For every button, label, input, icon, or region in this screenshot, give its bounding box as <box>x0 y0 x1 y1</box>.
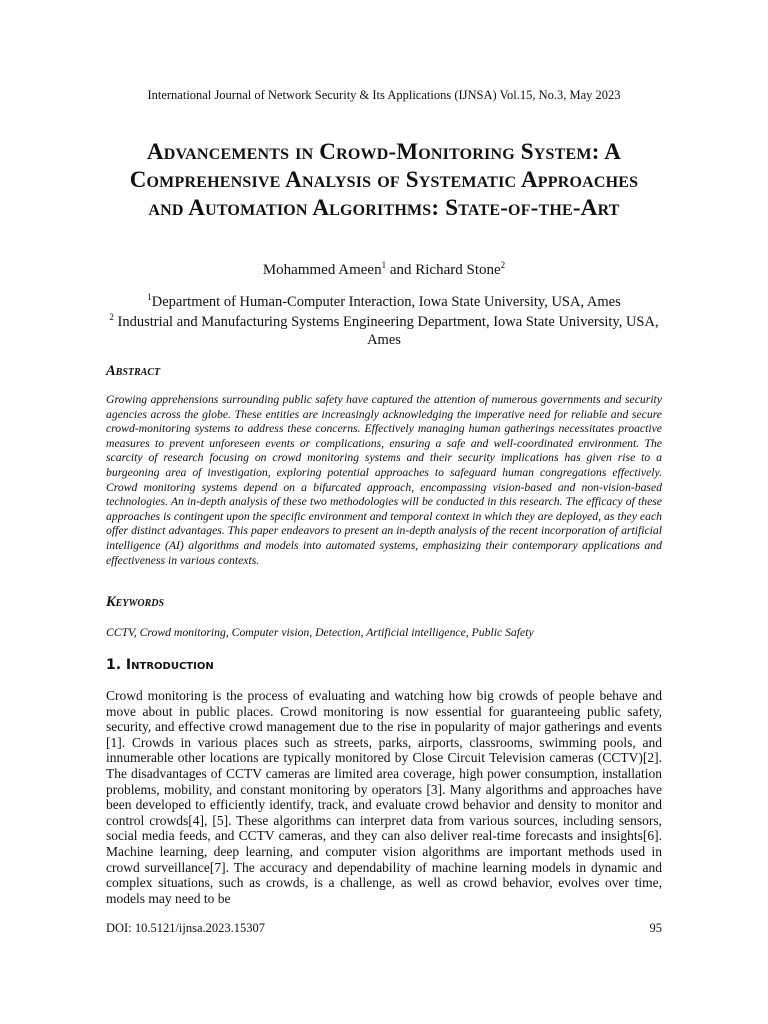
introduction-body: Crowd monitoring is the process of evaluating and watching how big crowds of people behave and move about in public places. Crowd monitoring is now essential for guaranteeing public safety, security, and effective crowd management due to the rise in popularity of major gatherings and events [1]. Crowds in various places such as streets, parks, airports, classrooms, swimming pools, and innumerable other locations are typically monitored by Close Circuit Television cameras (CCTV)[2]. The disadvantages of CCTV cameras are limited area coverage, high power consumption, installation problems, mobility, and constant monitoring by operators [3]. Many algorithms and approaches have been developed to efficiently identify, track, and evaluate crowd behavior and density to monitor and control crowds[4], [5]. These algorithms can interpret data from various sources, including sensors, social media feeds, and CCTV cameras, and they can also deliver real-time forecasts and insights[6]. Machine learning, deep learning, and computer vision algorithms are important methods used in crowd surveillance[7]. The accuracy and dependability of machine learning models in dynamic and complex situations, such as crowds, is a challenge, as well as crowd behavior, evolves over time, models may need to be <box>106 688 662 906</box>
affiliation-2 <box>100 313 668 349</box>
author-line <box>0 260 768 280</box>
abstract-body: Growing apprehensions surrounding public safety have captured the attention of numerous governments and security agencies across the globe. These entities are increasingly acknowledging the imperative need for reliable and secure crowd-monitoring systems to address these concerns. Effectively managing human gatherings necessitates proactive measures to prevent unforeseen events or complications, ensuring a safe and well-coordinated environment. The scarcity of research focusing on crowd monitoring systems and their security implications has given rise to a burgeoning area of investigation, exploring potential approaches to safeguard human congregations effectively. Crowd monitoring systems depend on a bifurcated approach, encompassing vision-based and non-vision-based technologies. An in-depth analysis of these two methodologies will be conducted in this research. The efficacy of these approaches is contingent upon the specific environment and temporal context in which they are deployed, as they each offer distinct advantages. This paper endeavors to present an in-depth analysis of the recent incorporation of artificial intelligence (AI) algorithms and models into automated systems, emphasizing their contemporary applications and effectiveness in various contexts. <box>106 393 662 567</box>
keywords-list: CCTV, Crowd monitoring, Computer vision, Detection, Artificial intelligence, Public Safety <box>106 626 534 639</box>
affiliation-1 <box>100 293 668 311</box>
page-number: 95 <box>649 921 662 935</box>
affiliation-1-mark: 1 <box>147 292 152 303</box>
doi-footer: DOI: 10.5121/ijnsa.2023.15307 <box>106 921 266 935</box>
author-conjunction: and <box>386 262 416 278</box>
author-2-affiliation-mark: 2 <box>500 260 506 270</box>
introduction-heading: 1. Introduction <box>106 657 214 673</box>
affiliation-2-mark: 2 <box>109 312 114 323</box>
keywords-heading: Keywords <box>106 594 165 610</box>
abstract-heading: Abstract <box>106 363 161 379</box>
author-name-2: Richard Stone <box>415 262 501 278</box>
journal-header: International Journal of Network Security & Its Applications (IJNSA) Vol.15, No.3, May 2023 <box>147 88 621 102</box>
author-1-affiliation-mark: 1 <box>381 260 387 270</box>
paper-title: Advancements in Crowd-Monitoring System: A Comprehensive Analysis of Systematic Approaches and Automation Algorithms: State-of-the-Art <box>129 139 639 220</box>
affiliation-2-text: Industrial and Manufacturing Systems Engineering Department, Iowa State University, USA, Ames <box>113 314 662 348</box>
author-name-1: Mohammed Ameen <box>262 262 382 278</box>
affiliation-1-text: Department of Human-Computer Interaction, Iowa State University, USA, Ames <box>151 294 621 310</box>
